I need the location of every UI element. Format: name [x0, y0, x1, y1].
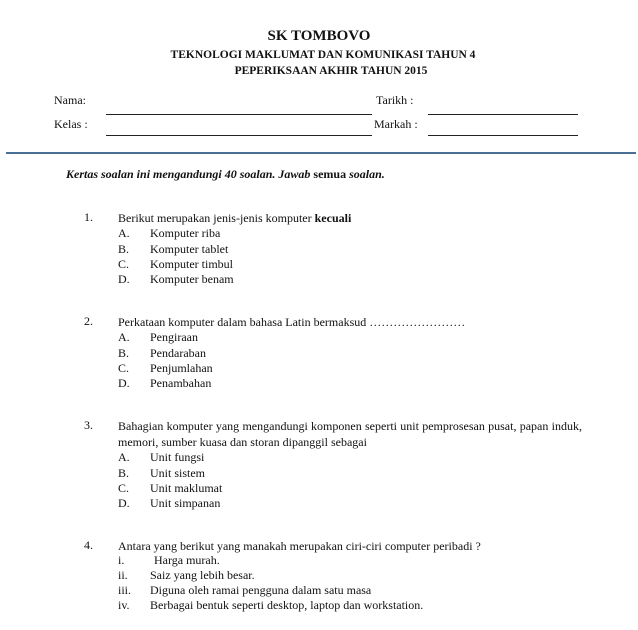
option-key: A.: [118, 330, 130, 344]
option-text: Diguna oleh ramai pengguna dalam satu masa: [150, 583, 372, 597]
instructions-part2: soalan.: [346, 167, 385, 181]
option-text[interactable]: Unit fungsi: [150, 450, 205, 464]
option-text[interactable]: Pengiraan: [150, 330, 198, 344]
tarikh-field[interactable]: [428, 114, 578, 115]
option-text[interactable]: Unit maklumat: [150, 481, 223, 495]
question-number: 4.: [84, 538, 93, 552]
markah-field[interactable]: [428, 135, 578, 136]
option-text[interactable]: Komputer tablet: [150, 242, 229, 256]
question-emphasis: kecuali: [314, 211, 352, 225]
option-text: Berbagai bentuk seperti desktop, laptop dan workstation.: [150, 598, 424, 612]
option-text: Saiz yang lebih besar.: [150, 568, 255, 582]
question-number: 3.: [84, 418, 93, 432]
option-key: i.: [118, 553, 125, 567]
kelas-field[interactable]: [106, 135, 372, 136]
school-name: SK TOMBOVO: [267, 28, 371, 44]
option-key: ii.: [118, 568, 128, 582]
nama-field[interactable]: [106, 114, 372, 115]
option-text[interactable]: Pendaraban: [150, 346, 206, 360]
option-text: Harga murah.: [154, 553, 220, 567]
option-key: D.: [118, 496, 130, 510]
option-text[interactable]: Komputer timbul: [150, 257, 233, 271]
option-key: C.: [118, 481, 130, 495]
option-text[interactable]: Komputer benam: [150, 272, 234, 286]
question-text: Bahagian komputer yang mengandungi komponen seperti unit pemprosesan pusat, papan induk, memori, sumber kuasa dan storan dipanggil sebagai: [118, 419, 582, 449]
option-key: C.: [118, 257, 130, 271]
option-text[interactable]: Penjumlahan: [150, 361, 213, 375]
instructions-bold: semua: [313, 167, 347, 181]
option-text[interactable]: Komputer riba: [150, 226, 221, 240]
nama-label: Nama:: [54, 93, 86, 107]
option-key: A.: [118, 450, 130, 464]
option-key: iii.: [118, 583, 132, 597]
question-text: Perkataan komputer dalam bahasa Latin bermaksud ……………………: [118, 315, 466, 329]
instructions-part1: Kertas soalan ini mengandungi 40 soalan. Jawab: [66, 167, 314, 181]
exam-title: PEPERIKSAAN AKHIR TAHUN 2015: [234, 65, 428, 77]
question-number: 1.: [84, 210, 93, 224]
option-key: iv.: [118, 598, 130, 612]
option-key: C.: [118, 361, 130, 375]
subject-title: TEKNOLOGI MAKLUMAT DAN KOMUNIKASI TAHUN 4: [170, 49, 476, 61]
header-divider: [6, 152, 636, 154]
option-key: A.: [118, 226, 130, 240]
kelas-label: Kelas :: [54, 117, 88, 131]
option-key: B.: [118, 242, 130, 256]
markah-label: Markah :: [374, 117, 418, 131]
option-text[interactable]: Penambahan: [150, 376, 212, 390]
option-key: D.: [118, 272, 130, 286]
instructions: [66, 167, 385, 182]
option-key: D.: [118, 376, 130, 390]
question-number: 2.: [84, 314, 93, 328]
question-text: Antara yang berikut yang manakah merupakan ciri-ciri computer peribadi ?: [118, 539, 481, 553]
option-key: B.: [118, 466, 130, 480]
option-text[interactable]: Unit sistem: [150, 466, 206, 480]
question-text-main: Berikut merupakan jenis-jenis komputer: [118, 211, 315, 225]
tarikh-label: Tarikh :: [376, 93, 414, 107]
question-text: [118, 210, 351, 226]
option-key: B.: [118, 346, 130, 360]
option-text[interactable]: Unit simpanan: [150, 496, 221, 510]
